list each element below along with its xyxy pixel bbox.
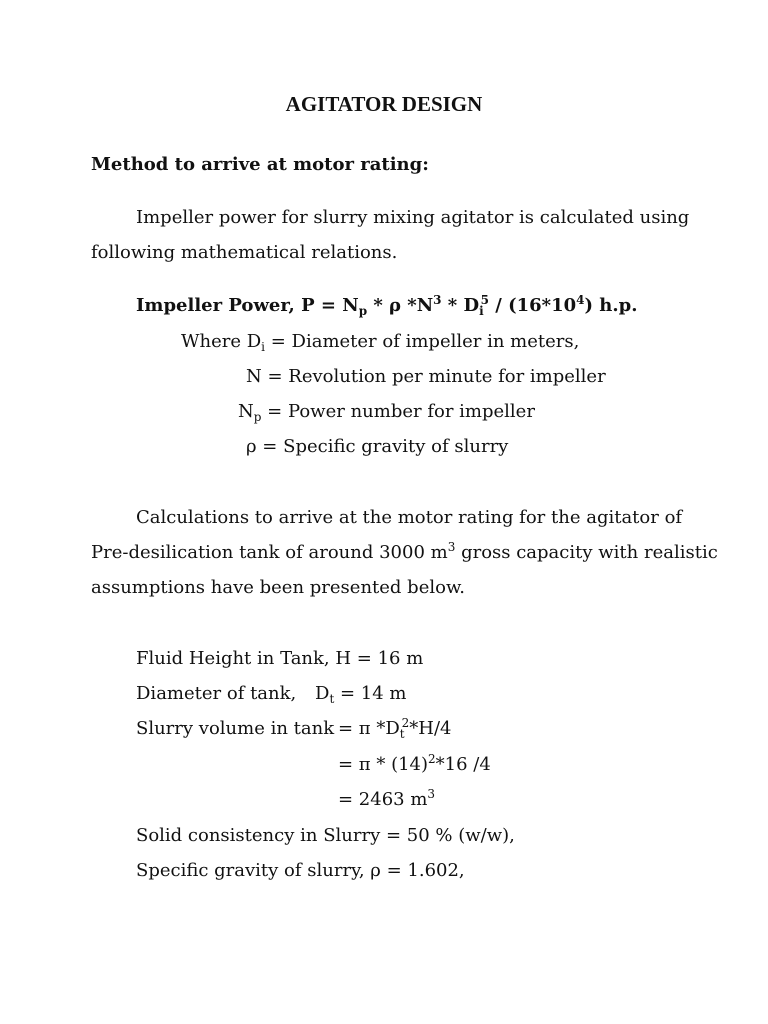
document-title: AGITATOR DESIGN — [285, 92, 483, 116]
where-di-definition: Where $D_i$ = Diameter of impeller in meters, — [181, 331, 580, 354]
intro-line-2: following mathematical relations. — [91, 242, 398, 263]
where-rho-definition: ρ = Specific gravity of slurry — [246, 436, 509, 457]
slurry-volume-label: Slurry volume in tank — [136, 718, 335, 739]
fluid-height: Fluid Height in Tank, H = 16 m — [136, 648, 424, 669]
where-n-definition: N = Revolution per minute for impeller — [246, 366, 606, 387]
tank-diameter-value: $D_t = 14$ m — [315, 683, 407, 706]
tank-diameter-label: Diameter of tank, — [136, 683, 297, 704]
where-np-definition: $N_p$ = Power number for impeller — [238, 401, 535, 424]
slurry-volume-substitution: = π * $(14)^2*16$ /4 — [338, 752, 491, 775]
calc-para-line-3: assumptions have been presented below. — [91, 577, 465, 598]
calc-para-line-2: Pre-desilication tank of around 3000 $m^3$ gross capacity with realistic — [91, 540, 718, 563]
calc-para-line-1: Calculations to arrive at the motor rating for the agitator of — [136, 507, 683, 528]
specific-gravity: Specific gravity of slurry, ρ = 1.602, — [136, 860, 465, 881]
slurry-volume-formula: = π $*D_t^2*H/4$ — [338, 716, 452, 741]
intro-line-1: Impeller power for slurry mixing agitator is calculated using — [136, 207, 690, 228]
section-heading: Method to arrive at motor rating: — [91, 154, 429, 175]
solid-consistency: Solid consistency in Slurry = 50 % (w/w), — [136, 825, 515, 846]
slurry-volume-result: = 2463 $m^3$ — [338, 787, 436, 810]
impeller-power-formula: Impeller Power, $P = N_p * \rho$ $*N^3 * D_i^5 / (16*10^4)$ h.p. — [136, 293, 638, 318]
